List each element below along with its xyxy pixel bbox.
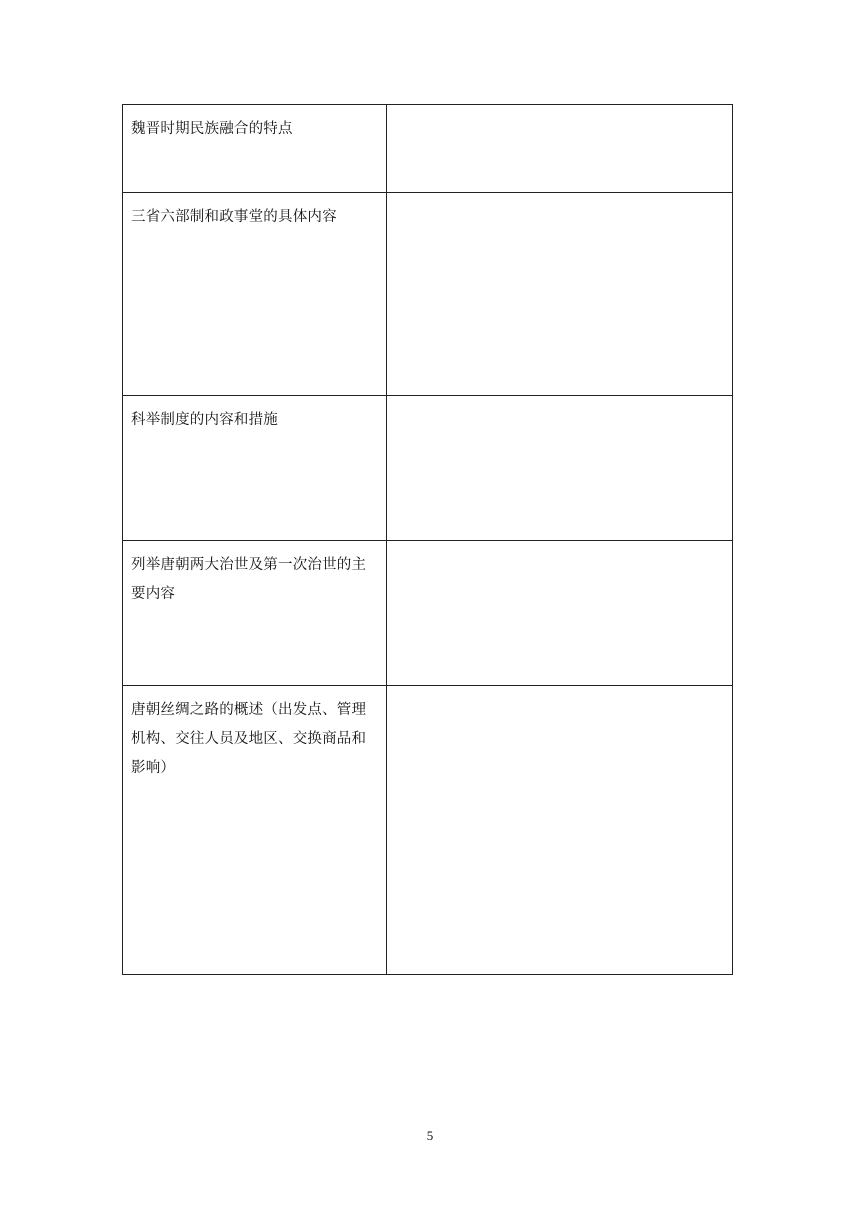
prompt-cell xyxy=(123,396,387,541)
answer-cell[interactable] xyxy=(387,105,733,193)
answer-cell[interactable] xyxy=(387,541,733,686)
prompt-cell xyxy=(123,686,387,975)
table-row xyxy=(123,193,733,396)
answer-cell[interactable] xyxy=(387,686,733,975)
table-row xyxy=(123,686,733,975)
table-row xyxy=(123,105,733,193)
prompt-text: 唐朝丝绸之路的概述（出发点、管理机构、交往人员及地区、交换商品和影响） xyxy=(131,702,367,776)
prompt-cell xyxy=(123,541,387,686)
table-row xyxy=(123,396,733,541)
page-number: 5 xyxy=(426,1128,434,1143)
answer-cell[interactable] xyxy=(387,396,733,541)
prompt-cell xyxy=(123,193,387,396)
prompt-text: 魏晋时期民族融合的特点 xyxy=(131,121,293,137)
review-worksheet-table xyxy=(122,104,733,975)
prompt-text: 科举制度的内容和措施 xyxy=(131,412,278,428)
table-row xyxy=(123,541,733,686)
answer-cell[interactable] xyxy=(387,193,733,396)
prompt-cell xyxy=(123,105,387,193)
prompt-text: 三省六部制和政事堂的具体内容 xyxy=(131,209,337,225)
prompt-text: 列举唐朝两大治世及第一次治世的主要内容 xyxy=(131,557,367,602)
